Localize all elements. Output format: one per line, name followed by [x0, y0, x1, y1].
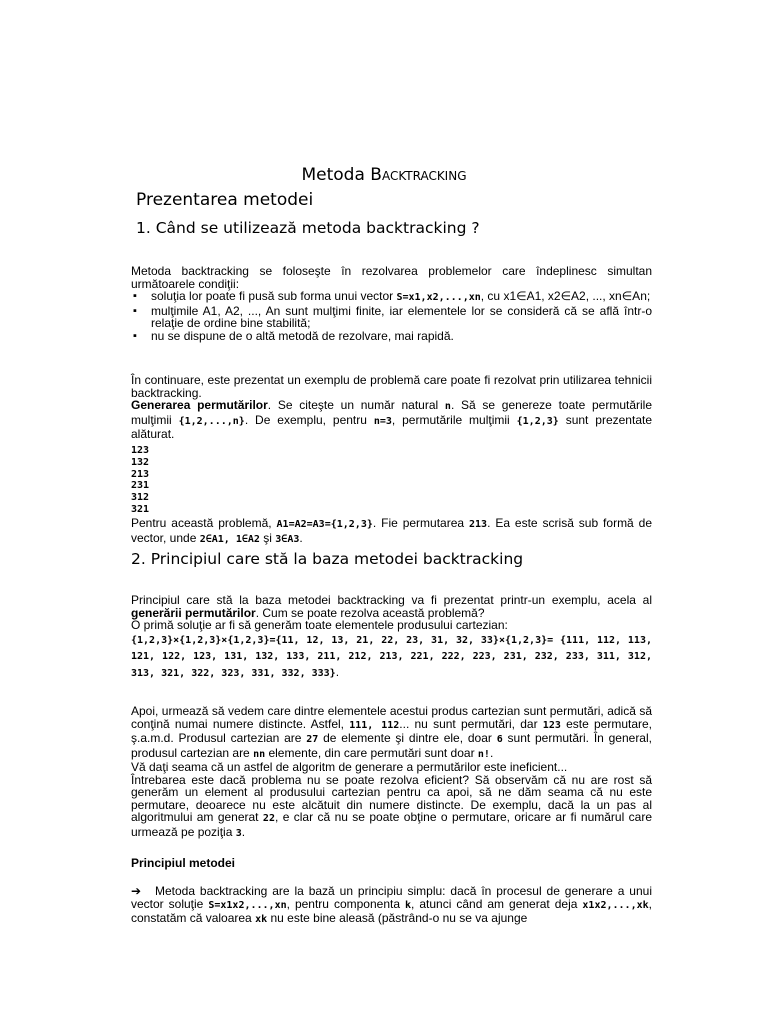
heading-when-used: 1. Când se utilizează metoda backtracking ?: [136, 219, 480, 237]
conditions-intro: Metoda backtracking se foloseşte în rezolvarea problemelor care îndeplinesc simultan următoarele condiţii:: [131, 264, 652, 291]
list-item: 213: [131, 468, 150, 480]
section-presentation-heading: Prezentarea metodei: [136, 190, 314, 210]
heading-method-principle: Principiul metodei: [131, 856, 236, 870]
paragraph-conditions: [131, 265, 652, 342]
cartesian-product: {1,2,3}×{1,2,3}×{1,2,3}={11, 12, 13, 21, 22, 23, 31, 32, 33}×{1,2,3}= {111, 112, 113, 121, 122, 123, 131, 132, 133, 211, 212, 213, 221, 222, 223, 231, 232, 233, 311, 312, 313, 321, 322, 323, 331, 332, 333}: [131, 634, 652, 679]
list-item: 132: [131, 456, 150, 468]
list-item: 321: [131, 503, 150, 515]
bullet-condition-3: ▪ nu se dispune de o altă metodă de rezolvare, mai rapidă.: [131, 330, 652, 343]
paragraph-analysis: Apoi, urmează să vedem care dintre elementele acestui produs cartezian sunt permutări, adică să conţină numai numere distincte. Astfel, 111, 112... nu sunt permutări, dar 123 este permutare, ş.a.m.d. Produsul cartezian are 27 de elemente şi dintre ele, doar 6 sunt permutări. În general, produsul cartezian are nn elemente, din care permutări sunt doar n!. Vă daţi seama că un astfel de algoritm de generare a permutărilor este ineficient... Întrebarea este dacă problema nu se poate rezolva eficient? Să observăm că nu are rost să generăm un element al produsului cartezian pentru ca apoi, să ne dăm seama că nu este permutare, deoarece nu este alcătuit din numere distincte. De exemplu, dacă la un pas al algoritmului am generat 22, e clar că nu se poate obţine o permutare, oricare ar fi numărul care urmează pe poziţia 3.: [131, 704, 653, 839]
heading-principle: 2. Principiul care stă la baza metodei backtracking: [131, 550, 524, 568]
paragraph-permutations: [131, 374, 652, 441]
permutation-list: [131, 445, 652, 516]
list-item: 231: [131, 480, 150, 492]
list-item: 312: [131, 492, 150, 504]
continuation-line: În continuare, este prezentat un exemplu de problemă care poate fi rezolvat prin utilizarea tehnicii backtracking.: [131, 373, 652, 400]
bullet-condition-1: ▪ soluţia lor poate fi pusă sub forma unui vector S=x1,x2,...,xn, cu x1∈A1, x2∈A2, ..., xn∈An;: [131, 290, 652, 305]
title-part-2: Backtracking: [370, 165, 467, 185]
paragraph-cartesian: Principiul care stă la baza metodei backtracking va fi prezentat printr-un exemplu, acela al generării permutărilor. Cum se poate rezolva această problemă? O primă soluţie ar fi să generăm toate elementele produsului cartezian: {1,2,3}×{1,2,3}×{1,2,3}={11, 12, 13, 21, 22, 23, 31, 32, 33}×{1,2,3}= {111, 112, 113, 121, 122, 123, 131, 132, 133, 211, 212, 213, 221, 222, 223, 231, 232, 233, 311, 312, 313, 321, 322, 323, 331, 332, 333}.: [131, 593, 652, 679]
paragraph-method-principle: ➔ Metoda backtracking are la bază un principiu simplu: dacă în procesul de generare a unui vector soluţie S=x1x2,...,xn, pentru componenta k, atunci când am generat deja x1x2,...,xk, constatăm că valoarea xk nu este bine aleasă (păstrând-o nu se va ajunge: [131, 884, 652, 925]
page-title: [0, 165, 768, 185]
paragraph-example: Pentru această problemă, A1=A2=A3={1,2,3}. Fie permutarea 213. Ea este scrisă sub formă de vector, unde 2∈A1, 1∈A2 şi 3∈A3.: [131, 516, 653, 545]
generation-problem: Generarea permutărilor. Se citeşte un număr natural n. Să se genereze toate permutările mulţimii {1,2,...,n}. De exemplu, pentru n=3, permutările mulţimii {1,2,3} sunt prezentate alăturat.: [131, 398, 653, 441]
list-item: 123: [131, 445, 150, 456]
arrow-icon: ➔: [131, 884, 142, 898]
title-part-1: Metoda: [301, 165, 371, 185]
bullet-condition-2: ▪ mulţimile A1, A2, ..., An sunt mulţimi finite, iar elementele lor se consideră că se află într-o relaţie de ordine bine stabilită;: [131, 305, 652, 330]
